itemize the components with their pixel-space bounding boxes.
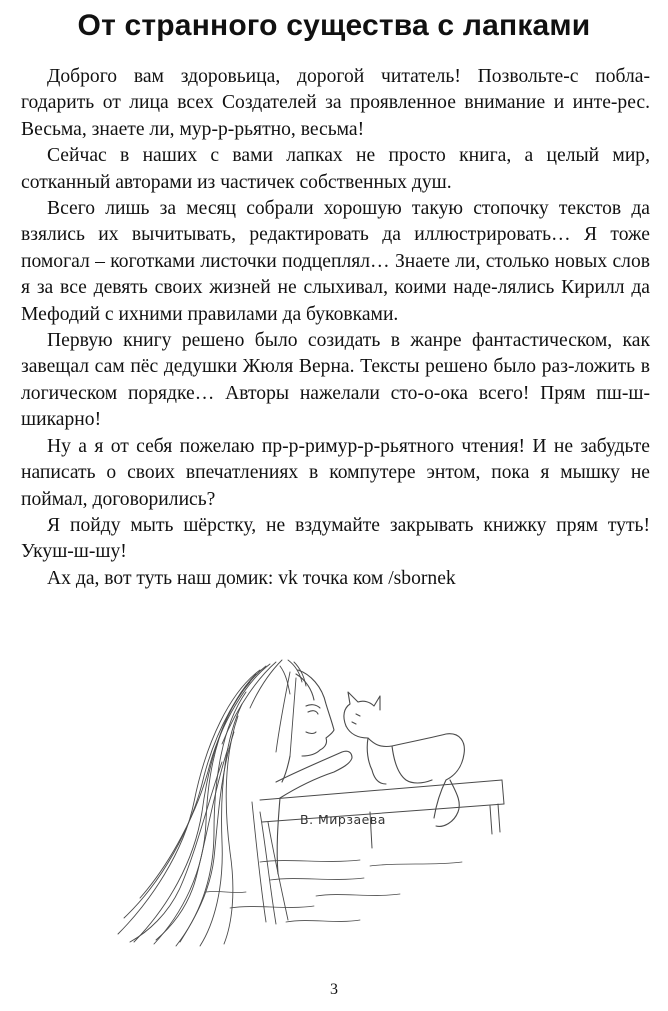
paragraph-3: Всего лишь за месяц собрали хорошую такую стопочку текстов да взялись их вычитывать, редактировать да иллюстрировать… Я тоже помогал – коготками листочки подцеплял… Знаете ли, столько новых слов я за все девять своих жизней не слыхивал, коими наде-лялись Кирилл да Мефодий с ихними правилами да буковками.	[21, 198, 650, 325]
water-ripples	[206, 860, 462, 922]
chapter-title: От странного существа с лапками	[77, 9, 591, 42]
hair-strands	[118, 660, 296, 946]
paragraph-5: Ну а я от себя пожелаю пр-р-римур-р-рьятного чтения! И не забудьте написать о своих впечатлениях в компутере энтом, пока я мышку не поймал, договорились?	[21, 435, 650, 510]
paragraph-4: Первую книгу решено было созидать в жанре фантастическом, как завещал сам пёс дедушки Жюля Верна. Тексты решено было раз-ложить в логическом порядке… Авторы нажелали сто-о-ока всего! Прям пш-ш-шикарно!	[21, 330, 650, 431]
girl-and-cat-sketch	[110, 652, 510, 948]
girl-face	[282, 670, 334, 782]
paragraph-7: Ах да, вот туть наш домик: vk точка ком /sbornek	[47, 567, 456, 589]
paragraph-6: Я пойду мыть шёрстку, не вздумайте закрывать книжку прям туть! Укуш-ш-шу!	[21, 514, 650, 563]
cat-sketch	[344, 692, 464, 826]
paragraph-2: Сейчас в наших с вами лапках не просто книга, а целый мир, сотканный авторами из частичек собственных душ.	[21, 145, 650, 193]
paragraph-1: Доброго вам здоровьица, дорогой читатель! Позвольте-с побла-годарить от лица всех Создателей за проявленное внимание и инте-рес. Весьма, знаете ли, мур-р-рьятно, весьма!	[21, 66, 650, 140]
page-number: 3	[330, 981, 338, 998]
girl-bangs	[280, 660, 306, 694]
body-text	[21, 64, 650, 592]
illustration-signature: В. Мирзаева	[300, 812, 386, 827]
